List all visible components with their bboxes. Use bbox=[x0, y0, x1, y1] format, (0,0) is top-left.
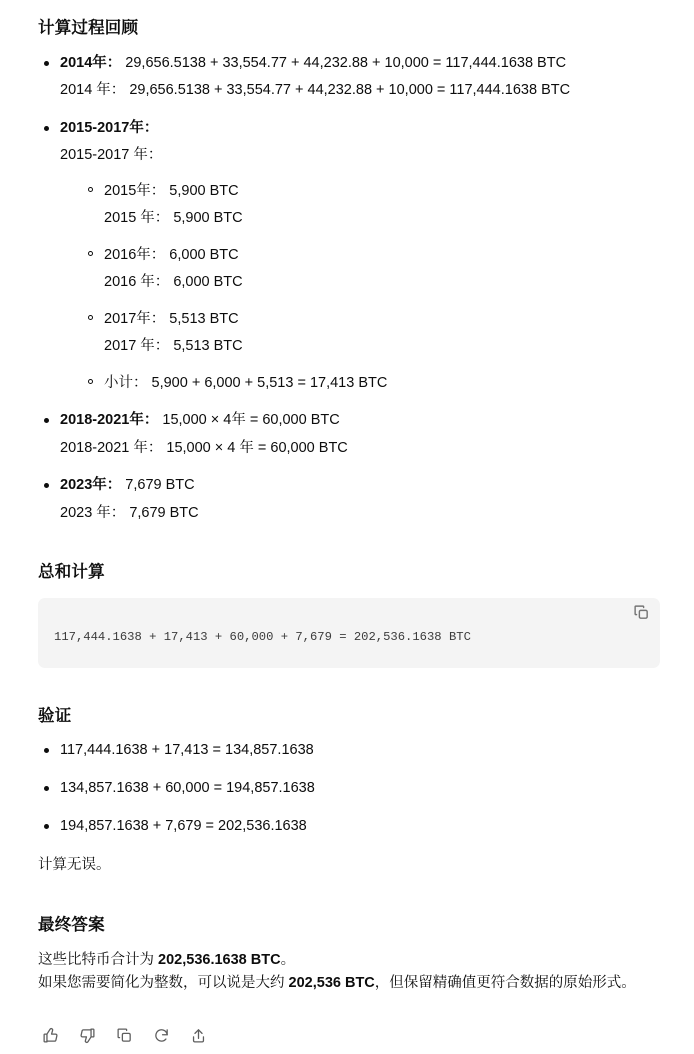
thumbs-down-icon[interactable] bbox=[79, 1027, 96, 1044]
final-section-title: 最终答案 bbox=[38, 915, 105, 934]
page-title: 计算过程回顾 bbox=[38, 19, 139, 37]
sub-line-main: 2015年： 5,900 BTC bbox=[104, 182, 239, 199]
thumbs-up-icon[interactable] bbox=[42, 1027, 59, 1044]
sub-line-main: 2016年： 6,000 BTC bbox=[104, 246, 239, 263]
review-value: 15,000 × 4年 = 60,000 BTC bbox=[162, 412, 340, 429]
final-line-1-prefix: 这些比特币合计为 bbox=[38, 951, 159, 968]
final-answer bbox=[38, 949, 660, 995]
final-rounded: 202,536 BTC bbox=[288, 974, 375, 991]
list-item bbox=[38, 409, 660, 459]
list-item bbox=[38, 117, 660, 394]
review-line-main bbox=[60, 52, 660, 74]
copy-icon[interactable] bbox=[633, 604, 650, 621]
sub-line-alt: 2016 年： 6,000 BTC bbox=[104, 274, 243, 291]
final-total: 202,536.1638 BTC bbox=[158, 951, 281, 968]
sum-section-title: 总和计算 bbox=[38, 563, 105, 582]
code-content: 117,444.1638 + 17,413 + 60,000 + 7,679 = 202,536.1638 BTC bbox=[54, 630, 471, 645]
review-line-main bbox=[60, 117, 660, 139]
regenerate-icon[interactable] bbox=[153, 1027, 170, 1044]
final-line-2-prefix: 如果您需要简化为整数，可以说是大约 bbox=[38, 974, 289, 991]
review-line-alt: 2015-2017 年： bbox=[60, 147, 163, 164]
final-line-1-suffix: 。 bbox=[280, 951, 296, 968]
list-item: 117,444.1638 + 17,413 = 134,857.1638 bbox=[38, 740, 660, 762]
list-item: 194,857.1638 + 7,679 = 202,536.1638 bbox=[38, 816, 660, 838]
list-item: 134,857.1638 + 60,000 = 194,857.1638 bbox=[38, 778, 660, 800]
code-block-header bbox=[38, 598, 660, 624]
sub-line-alt: 2017 年： 5,513 BTC bbox=[104, 338, 243, 355]
code-block bbox=[38, 598, 660, 668]
verify-note: 计算无误。 bbox=[38, 856, 111, 873]
verify-list bbox=[38, 740, 660, 837]
list-item bbox=[84, 372, 660, 394]
copy-icon[interactable] bbox=[116, 1027, 133, 1044]
message-actions bbox=[38, 1027, 660, 1044]
verify-section-title: 验证 bbox=[38, 707, 72, 726]
list-item bbox=[84, 308, 660, 358]
review-line-main bbox=[60, 474, 660, 496]
review-value: 29,656.5138 + 33,554.77 + 44,232.88 + 10,000 = 117,444.1638 BTC bbox=[125, 55, 567, 71]
review-line-main bbox=[60, 409, 660, 431]
sub-line-alt: 2015 年： 5,900 BTC bbox=[104, 210, 243, 227]
review-value: 7,679 BTC bbox=[125, 477, 195, 494]
list-item bbox=[84, 180, 660, 230]
final-line-2-suffix: ，但保留精确值更符合数据的原始形式。 bbox=[374, 974, 636, 991]
review-line-alt: 2014 年： 29,656.5138 + 33,554.77 + 44,232.88 + 10,000 = 117,444.1638 BTC bbox=[60, 82, 571, 99]
list-item bbox=[38, 52, 660, 102]
list-item bbox=[38, 474, 660, 524]
review-label: 2014年： bbox=[60, 55, 122, 71]
review-line-alt: 2018-2021 年： 15,000 × 4 年 = 60,000 BTC bbox=[60, 439, 348, 456]
review-label: 2018-2021年： bbox=[60, 412, 159, 429]
review-label: 2023年： bbox=[60, 477, 122, 494]
final-line-2 bbox=[38, 972, 660, 995]
review-list bbox=[38, 52, 660, 524]
review-label: 2015-2017年： bbox=[60, 119, 159, 136]
share-icon[interactable] bbox=[190, 1027, 207, 1044]
sub-line-main: 小计： 5,900 + 6,000 + 5,513 = 17,413 BTC bbox=[104, 374, 388, 391]
review-line-alt: 2023 年： 7,679 BTC bbox=[60, 504, 199, 521]
final-line-1 bbox=[38, 949, 660, 972]
list-item bbox=[84, 244, 660, 294]
review-sublist bbox=[60, 180, 660, 394]
sub-line-main: 2017年： 5,513 BTC bbox=[104, 310, 239, 327]
